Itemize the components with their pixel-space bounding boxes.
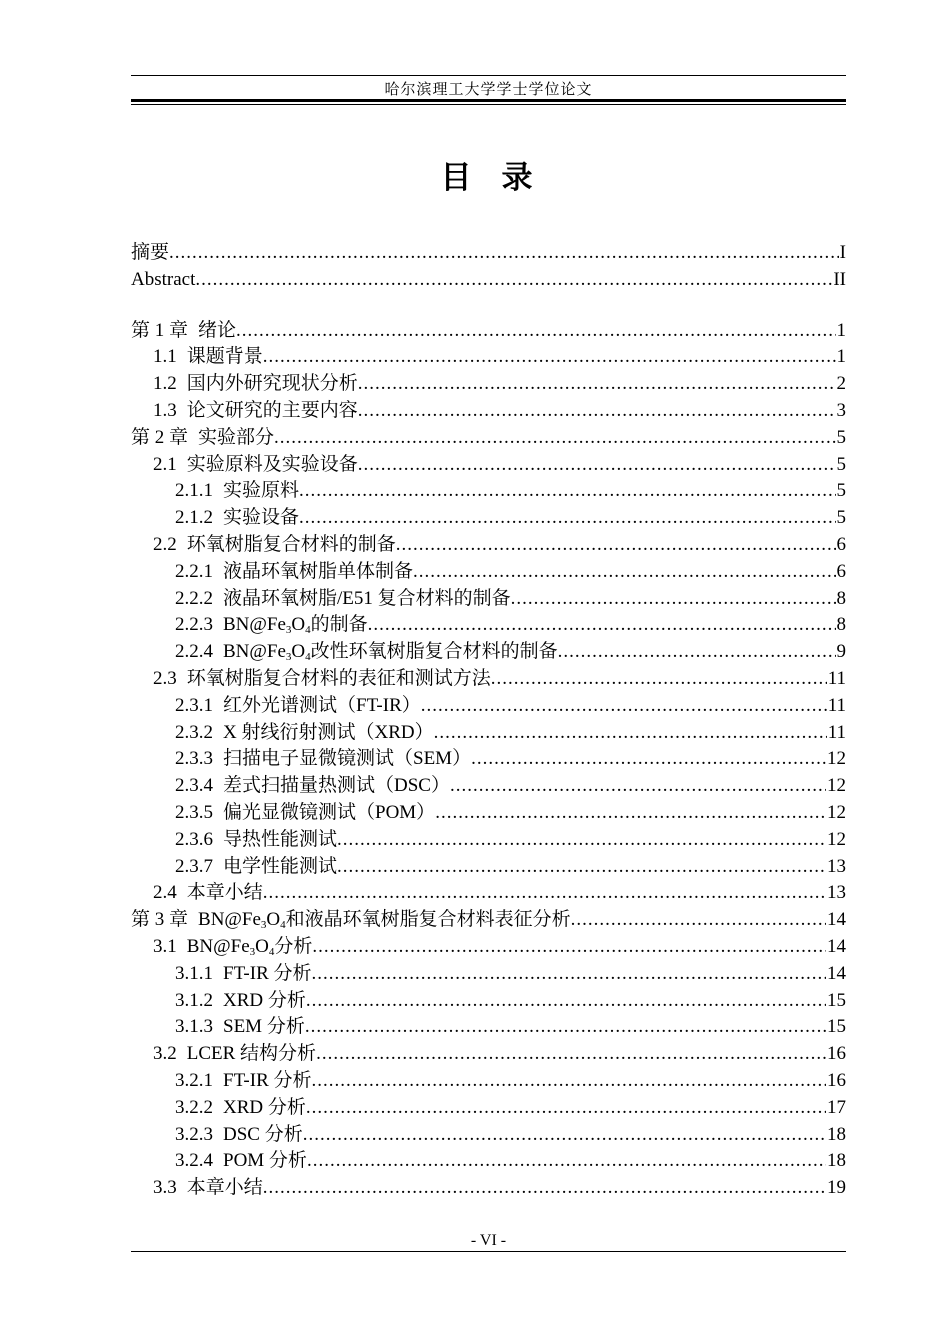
toc-label-part: O [255, 935, 269, 957]
toc-page-number: 11 [827, 667, 846, 689]
toc-label-part: 的制备 [310, 614, 368, 636]
toc-leader-dots [558, 639, 836, 666]
toc-entry-2-3-7[interactable] [131, 854, 846, 881]
toc-leader-dots [299, 478, 835, 505]
toc-number: 3.2.4 [175, 1150, 213, 1172]
toc-number: 2.4 [153, 882, 177, 904]
toc-entry-3-1-2[interactable] [131, 988, 846, 1015]
toc-number: 3.1 [153, 935, 177, 957]
toc-page-number: 8 [836, 614, 846, 636]
header-thin-rule [131, 104, 846, 105]
toc-number: 2.2.3 [175, 614, 213, 636]
toc-leader-dots [337, 827, 826, 854]
toc-entry-2-2[interactable] [131, 532, 846, 559]
toc-leader-dots [413, 559, 835, 586]
toc-leader-dots [358, 452, 836, 479]
toc-entry-abstract-en[interactable] [131, 267, 846, 294]
toc-page-number: 17 [827, 1096, 846, 1118]
toc-number: 2.1.1 [175, 480, 213, 502]
toc-entry-chapter-3[interactable] [131, 907, 846, 934]
toc-number: 3.2.3 [175, 1123, 213, 1145]
toc-label: LCER 结构分析 [186, 1043, 317, 1065]
toc-page-number: 15 [827, 1016, 846, 1038]
subscript: 3 [285, 624, 292, 637]
toc-label: 课题背景 [186, 346, 263, 368]
toc-entry-2-3-6[interactable] [131, 827, 846, 854]
toc-label-part: BN@Fe [223, 641, 286, 663]
toc-label: 摘要 [131, 242, 170, 263]
toc-label: 本章小结 [186, 882, 263, 904]
toc-number: 2.2 [153, 533, 177, 555]
toc-leader-dots [263, 1175, 826, 1202]
toc-label: 国内外研究现状分析 [186, 373, 358, 395]
toc-number: 3.3 [153, 1177, 177, 1199]
toc-page-number: 2 [836, 373, 846, 395]
toc-page-number: 1 [836, 319, 846, 341]
toc-leader-dots [491, 666, 827, 693]
toc-page-number: 12 [827, 748, 846, 770]
toc-leader-dots [450, 773, 826, 800]
toc-leader-dots [434, 720, 827, 747]
toc-entry-1-1[interactable] [131, 344, 846, 371]
toc-entry-2-2-3[interactable] [131, 612, 846, 639]
toc-label: 导热性能测试 [223, 828, 338, 850]
toc-page-number: I [839, 242, 846, 263]
subscript: 3 [285, 651, 292, 664]
toc-label-part: BN@Fe [223, 614, 286, 636]
toc-entry-3-2[interactable] [131, 1041, 846, 1068]
toc-label: FT-IR 分析 [223, 1069, 312, 1091]
toc-label: XRD 分析 [223, 1096, 306, 1118]
toc-label-part: O [291, 641, 306, 663]
toc-page-number: 12 [827, 801, 846, 823]
title-char-2: 录 [501, 160, 537, 196]
toc-label: 本章小结 [186, 1177, 263, 1199]
toc-page-number: 3 [836, 399, 846, 421]
running-header: 哈尔滨理工大学学士学位论文 [384, 82, 593, 98]
toc-label: 环氧树脂复合材料的制备 [186, 533, 396, 555]
toc-entry-2-3-2[interactable] [131, 720, 846, 747]
toc-leader-dots [236, 318, 835, 345]
toc-page-number: 19 [827, 1177, 846, 1199]
toc-entry-2-3[interactable] [131, 666, 846, 693]
toc-number: 3.2 [153, 1043, 177, 1065]
toc-leader-dots [195, 267, 832, 294]
toc-label: 绪论 [198, 319, 237, 341]
toc-entry-2-3-4[interactable] [131, 773, 846, 800]
toc-label [223, 639, 558, 666]
toc-number: 2.2.4 [175, 641, 213, 663]
toc-number: 2.3.1 [175, 694, 213, 716]
toc-label: 偏光显微镜测试（POM） [223, 801, 436, 823]
subscript: 4 [305, 651, 311, 664]
toc-entry-2-4[interactable] [131, 880, 846, 907]
toc-page-number: 8 [836, 587, 846, 609]
toc-number: 3.1.3 [175, 1016, 213, 1038]
header-top-rule [131, 75, 846, 76]
toc-label: DSC 分析 [223, 1123, 303, 1145]
toc-page-number: 15 [827, 989, 846, 1011]
toc-number: 3.1.1 [175, 962, 213, 984]
toc-number: 第 2 章 [131, 426, 189, 448]
toc-number: 第 3 章 [131, 909, 189, 931]
toc-leader-dots [511, 586, 836, 613]
toc-number: 3.1.2 [175, 989, 213, 1011]
subscript: 4 [305, 624, 311, 637]
toc-leader-dots [435, 800, 826, 827]
toc-number: 2.3.3 [175, 748, 213, 770]
toc-page-number: 6 [836, 533, 846, 555]
toc-label: 实验部分 [198, 426, 275, 448]
toc-leader-dots [368, 612, 836, 639]
toc-entry-3-3[interactable] [131, 1175, 846, 1202]
toc-leader-dots [274, 425, 835, 452]
toc-number: 1.1 [153, 346, 177, 368]
toc-leader-dots [396, 532, 836, 559]
toc-label: Abstract [131, 268, 196, 290]
toc-entry-3-1-1[interactable] [131, 961, 846, 988]
toc-entry-2-1-2[interactable] [131, 505, 846, 532]
table-of-contents [131, 240, 846, 1202]
toc-label: 论文研究的主要内容 [186, 399, 358, 421]
toc-label: SEM 分析 [223, 1016, 305, 1038]
toc-page-number: 18 [827, 1150, 846, 1172]
toc-entry-chapter-2[interactable] [131, 425, 846, 452]
toc-entry-2-3-1[interactable] [131, 693, 846, 720]
subscript: 4 [268, 945, 275, 958]
toc-page-number: 9 [836, 641, 846, 663]
toc-entry-2-1[interactable] [131, 452, 846, 479]
toc-entry-3-1[interactable] [131, 934, 846, 961]
toc-leader-dots [337, 854, 826, 881]
toc-page-number: II [833, 268, 846, 290]
toc-label: 液晶环氧树脂/E51 复合材料的制备 [223, 587, 511, 609]
toc-label: FT-IR 分析 [223, 962, 312, 984]
toc-number: 第 1 章 [131, 319, 189, 341]
toc-leader-dots [299, 505, 835, 532]
toc-page-number: 18 [827, 1123, 846, 1145]
toc-number: 2.2.1 [175, 560, 213, 582]
page-title [131, 152, 846, 197]
toc-entry-2-3-5[interactable] [131, 800, 846, 827]
toc-label: POM 分析 [223, 1150, 307, 1172]
toc-page-number: 6 [836, 560, 846, 582]
toc-leader-dots [358, 371, 836, 398]
toc-leader-dots [263, 344, 836, 371]
toc-label: 实验原料 [223, 480, 300, 502]
toc-entry-2-1-1[interactable] [131, 478, 846, 505]
toc-label-part: 改性环氧树脂复合材料的制备 [310, 641, 558, 663]
toc-page-number: 12 [827, 828, 846, 850]
toc-leader-dots [169, 240, 839, 267]
toc-leader-dots [306, 988, 826, 1015]
toc-entry-1-2[interactable] [131, 371, 846, 398]
toc-number: 1.2 [153, 373, 177, 395]
subscript: 3 [249, 945, 256, 958]
toc-page-number: 11 [827, 694, 846, 716]
toc-label: 扫描电子显微镜测试（SEM） [223, 748, 472, 770]
toc-label-part: 和液晶环氧树脂复合材料表征分析 [285, 909, 571, 931]
toc-label: 实验原料及实验设备 [186, 453, 358, 475]
toc-entry-3-1-3[interactable] [131, 1014, 846, 1041]
toc-leader-dots [358, 398, 836, 425]
toc-label-part: O [291, 614, 306, 636]
toc-page-number: 13 [827, 882, 846, 904]
title-char-1: 目 [440, 160, 476, 196]
toc-page-number: 5 [836, 453, 846, 475]
toc-leader-dots [303, 1122, 826, 1149]
toc-entry-2-2-2[interactable] [131, 586, 846, 613]
subscript: 3 [260, 919, 267, 932]
toc-number: 2.3.2 [175, 721, 213, 743]
toc-entry-1-3[interactable] [131, 398, 846, 425]
toc-leader-dots [316, 1041, 826, 1068]
toc-page-number: 14 [827, 909, 846, 931]
toc-entry-3-2-3[interactable] [131, 1122, 846, 1149]
toc-number: 2.3.6 [175, 828, 213, 850]
toc-leader-dots [312, 934, 826, 961]
toc-number: 2.2.2 [175, 587, 213, 609]
toc-number: 2.1 [153, 453, 177, 475]
toc-leader-dots [312, 961, 826, 988]
toc-leader-dots [421, 693, 827, 720]
toc-label: 液晶环氧树脂单体制备 [223, 560, 414, 582]
toc-page-number: 5 [836, 480, 846, 502]
toc-leader-dots [312, 1068, 826, 1095]
toc-number: 2.1.2 [175, 507, 213, 529]
toc-label-part: BN@Fe [186, 935, 250, 957]
toc-leader-dots [306, 1095, 826, 1122]
toc-label: 差式扫描量热测试（DSC） [223, 775, 450, 797]
toc-page-number: 5 [836, 426, 846, 448]
toc-page-number: 16 [827, 1069, 846, 1091]
toc-leader-dots [307, 1148, 826, 1175]
toc-label [198, 907, 571, 934]
toc-entry-2-2-4[interactable] [131, 639, 846, 666]
toc-entry-2-2-1[interactable] [131, 559, 846, 586]
toc-entry-abstract-cn[interactable] [131, 240, 846, 267]
toc-number: 3.2.2 [175, 1096, 213, 1118]
toc-entry-2-3-3[interactable] [131, 746, 846, 773]
toc-number: 2.3.5 [175, 801, 213, 823]
toc-entry-chapter-1[interactable] [131, 318, 846, 345]
toc-page-number: 13 [827, 855, 846, 877]
toc-page-number: 14 [827, 962, 846, 984]
toc-page-number: 14 [827, 935, 846, 957]
toc-number: 3.2.1 [175, 1069, 213, 1091]
toc-label [223, 612, 368, 639]
toc-label-part: BN@Fe [198, 909, 261, 931]
toc-leader-dots [571, 907, 826, 934]
toc-label: 红外光谱测试（FT-IR） [223, 694, 421, 716]
toc-entry-3-2-4[interactable] [131, 1148, 846, 1175]
toc-number: 2.3 [153, 667, 177, 689]
toc-label: X 射线衍射测试（XRD） [223, 721, 434, 743]
toc-number: 1.3 [153, 399, 177, 421]
toc-label: 环氧树脂复合材料的表征和测试方法 [186, 667, 491, 689]
toc-entry-3-2-2[interactable] [131, 1095, 846, 1122]
toc-page-number: 1 [836, 346, 846, 368]
toc-label [187, 934, 313, 961]
toc-entry-3-2-1[interactable] [131, 1068, 846, 1095]
toc-label: XRD 分析 [223, 989, 306, 1011]
toc-label: 实验设备 [223, 507, 300, 529]
toc-label: 电学性能测试 [223, 855, 338, 877]
toc-leader-dots [305, 1014, 826, 1041]
toc-spacer [131, 294, 846, 318]
page-number-footer: - VI - [470, 1232, 507, 1249]
toc-label-part: 分析 [274, 935, 313, 957]
toc-label-part: O [266, 909, 281, 931]
toc-leader-dots [263, 880, 826, 907]
toc-page-number: 5 [836, 507, 846, 529]
toc-number: 2.3.7 [175, 855, 213, 877]
toc-leader-dots [471, 746, 826, 773]
footer-rule [131, 1251, 846, 1252]
toc-page-number: 12 [827, 775, 846, 797]
toc-page-number: 16 [827, 1043, 846, 1065]
toc-page-number: 11 [827, 721, 846, 743]
toc-number: 2.3.4 [175, 775, 213, 797]
header-thick-rule [131, 99, 846, 102]
subscript: 4 [280, 919, 286, 932]
